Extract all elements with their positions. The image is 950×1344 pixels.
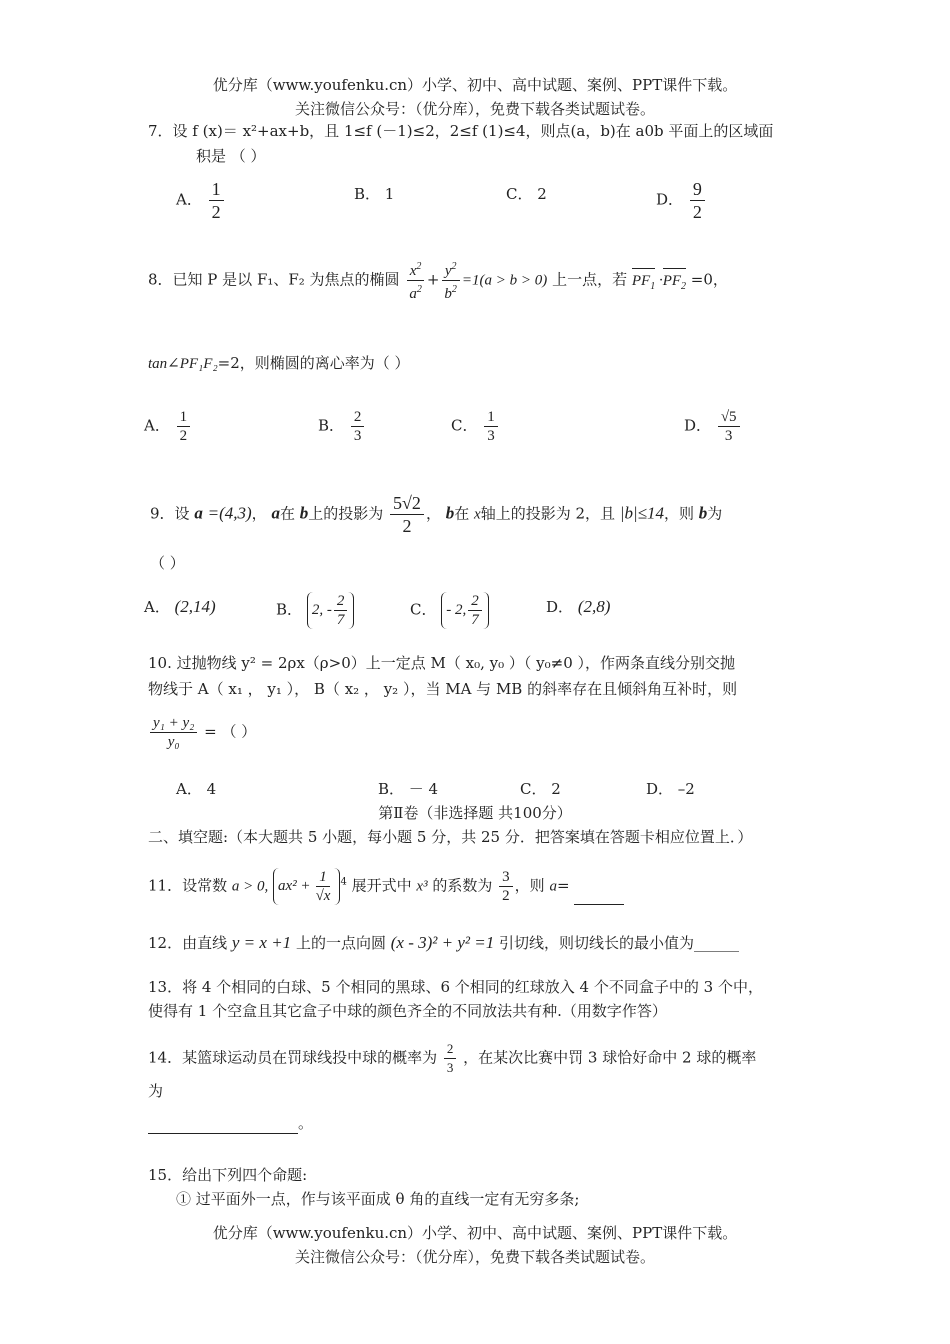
q9-option-a bbox=[144, 596, 216, 618]
part2-title: 第Ⅱ卷（非选择题 共100分） bbox=[378, 804, 572, 822]
q8-option-d bbox=[684, 408, 742, 445]
q11-term: ax² + bbox=[278, 877, 311, 894]
q9-c-frac-num: 2 bbox=[468, 592, 482, 611]
q8-option-a-label: A． bbox=[144, 416, 170, 435]
q11-t9: 的系数为 bbox=[432, 876, 493, 895]
q9-option-c-value: - 2, bbox=[446, 601, 467, 618]
q8-mid: 上一点，若 bbox=[552, 270, 628, 289]
q10-fraction bbox=[150, 714, 197, 751]
q14-t2: ，在某次比赛中罚 3 球恰好命中 2 球的概率 bbox=[463, 1048, 757, 1067]
q10-option-a: A． 4 bbox=[176, 780, 217, 798]
q9-line-2: （ ） bbox=[150, 554, 185, 572]
q8-option-b bbox=[318, 408, 366, 445]
q9-vector-b: b bbox=[299, 503, 309, 523]
q11-binomial bbox=[273, 868, 340, 905]
q12-t1: 12．由直线 bbox=[148, 934, 228, 952]
q10-line-2: 物线于 A（ x₁ ， y₁ ）， B（ x₂ ， y₂ ），当 MA 与 MB 的斜率存在且倾斜角互补时，则 bbox=[148, 680, 738, 698]
q11-coef-num: 3 bbox=[499, 868, 513, 887]
q9-t8: 轴上的投影为 2，且 bbox=[480, 504, 616, 523]
q8-vector-pf2: $PF_2$ bbox=[663, 270, 686, 298]
q11-coef-den: 2 bbox=[502, 888, 510, 904]
q9-proj-den: 2 bbox=[402, 516, 412, 536]
q13-line-1: 13．将 4 个相同的白球、5 个相同的黑球、6 个相同的红球放入 4 个不同盒子中的 3 个中， bbox=[148, 978, 763, 996]
q11-line bbox=[148, 868, 624, 905]
q8-tan-expr: tan∠PF₁F₂ bbox=[148, 356, 218, 372]
q12-line bbox=[148, 932, 739, 954]
q11-exponent: 4 bbox=[340, 876, 347, 888]
q11-t7: 展开式中 bbox=[351, 876, 412, 895]
q9-vector-b-3: b bbox=[698, 503, 708, 523]
q8-option-c-fraction bbox=[484, 408, 498, 445]
q11-condition: a > 0, bbox=[231, 878, 269, 895]
q8-line-1: 8．已知 P 是以 F₁、F₂ 为焦点的椭圆 $\frac{x^2}{a^2}$ + $\frac{y^2}{b^2}$ =1(a > b > 0) 上一点，若 $PF_1 \cdot PF_2 =0$， bbox=[148, 258, 728, 303]
q9-option-d bbox=[546, 596, 610, 618]
q8-vector-pf1: $PF_1$ bbox=[632, 270, 655, 298]
q9-option-c-fraction bbox=[468, 592, 482, 629]
q15-line-1: 15．给出下列四个命题: bbox=[148, 1166, 308, 1184]
q8-y-fraction bbox=[441, 258, 460, 303]
q11-answer-blank[interactable] bbox=[574, 904, 624, 905]
q8-option-a bbox=[144, 408, 192, 445]
q9-option-b-fraction bbox=[334, 592, 348, 629]
q10-fraction-line bbox=[148, 714, 256, 751]
q10-option-c: C． 2 bbox=[520, 780, 561, 798]
q11-frac-den: √x bbox=[315, 888, 331, 904]
q12-circle-eq: (x - 3)² + y² =1 bbox=[390, 933, 495, 952]
q8-prefix: 8．已知 P 是以 F₁、F₂ 为焦点的椭圆 bbox=[148, 270, 400, 289]
q8-option-c bbox=[451, 408, 500, 445]
q12-line-eq: y = x +1 bbox=[231, 933, 292, 952]
q8-b-den: 3 bbox=[353, 428, 362, 444]
q8-y-num: $y^2$ bbox=[442, 258, 460, 281]
q14-answer-blank[interactable] bbox=[148, 1133, 298, 1134]
q9-option-b bbox=[276, 592, 354, 629]
q11-t1: 11．设常数 bbox=[148, 876, 228, 895]
q9-t4: 上的投影为 bbox=[308, 504, 384, 523]
q9-t1: 9．设 bbox=[150, 504, 190, 523]
q9-a-eq: =(4,3) bbox=[207, 503, 252, 523]
q9-t11: 为 bbox=[707, 504, 723, 523]
q8-x-num: $x^2$ bbox=[407, 258, 425, 281]
q9-b-frac-num: 2 bbox=[334, 592, 348, 611]
q9-t6: 在 bbox=[454, 504, 470, 523]
q8-d-num: √5 bbox=[718, 408, 740, 427]
q8-option-b-fraction bbox=[351, 408, 365, 445]
q7-option-c: C． 2 bbox=[506, 185, 547, 203]
q8-a-den: 2 bbox=[179, 428, 188, 444]
q9-b-norm: |b|≤14 bbox=[619, 503, 664, 523]
q9-vector-b-2: b bbox=[445, 503, 455, 523]
q7-d-num: 9 bbox=[690, 178, 705, 201]
q7-option-d bbox=[656, 178, 707, 223]
q10-frac-den: y₀ bbox=[167, 734, 180, 750]
q9-option-b-paren bbox=[307, 592, 355, 629]
q14-den: 3 bbox=[446, 1060, 454, 1075]
q14-num: 2 bbox=[444, 1040, 457, 1059]
q7-d-den: 2 bbox=[692, 202, 702, 222]
q7-option-a-label: A． bbox=[176, 190, 202, 209]
q8-a-num: 1 bbox=[177, 408, 191, 427]
q11-coef-fraction bbox=[499, 868, 513, 905]
q11-frac-num: 1 bbox=[316, 868, 330, 887]
q15-line-2: ① 过平面外一点，作与该平面成 θ 角的直线一定有无穷多条; bbox=[176, 1190, 580, 1208]
q7-a-num: 1 bbox=[209, 178, 224, 201]
q11-x-cubed: x³ bbox=[416, 878, 428, 895]
q7-option-d-label: D． bbox=[656, 190, 684, 209]
section-fill-in: 二、填空题:（本大题共 5 小题，每小题 5 分，共 25 分．把答案填在答题卡相应位置上．） bbox=[148, 828, 753, 846]
q14-fraction bbox=[444, 1040, 457, 1077]
q8-y-den: $b^2$ bbox=[444, 284, 457, 302]
q8-b-num: 2 bbox=[351, 408, 365, 427]
q9-option-a-label: A． bbox=[144, 598, 170, 616]
q9-t10: ，则 bbox=[663, 504, 694, 523]
header-line-2: 关注微信公众号：（优分库），免费下载各类试题试卷。 bbox=[294, 100, 655, 118]
q10-option-d: D． –2 bbox=[646, 780, 695, 798]
q12-t5: 引切线，则切线长的最小值为______ bbox=[499, 934, 740, 952]
header-line-1: 优分库（www.youfenku.cn）小学、初中、高中试题、案例、PPT课件下载。 bbox=[212, 76, 738, 94]
q9-projection-fraction bbox=[390, 492, 424, 537]
q9-option-a-value: (2,14) bbox=[174, 597, 216, 616]
q8-c-den: 3 bbox=[487, 428, 495, 444]
q9-proj-num: 5√2 bbox=[390, 492, 424, 515]
q14-period: 。 bbox=[298, 1114, 314, 1132]
q8-option-c-label: C． bbox=[451, 416, 478, 435]
q8-x-den: $a^2$ bbox=[409, 284, 422, 302]
q8-c-num: 1 bbox=[484, 408, 498, 427]
q14-t1: 14．某篮球运动员在罚球线投中球的概率为 bbox=[148, 1048, 438, 1067]
q9-option-d-label: D． bbox=[546, 598, 574, 616]
q9-vector-a: a bbox=[194, 503, 203, 523]
q11-fraction bbox=[313, 868, 334, 905]
q9-b-frac-den: 7 bbox=[336, 612, 345, 628]
q9-option-b-value: 2, - bbox=[311, 601, 332, 618]
q8-option-d-label: D． bbox=[684, 416, 712, 435]
q10-frac-num: y₁ + y₂ bbox=[150, 714, 197, 733]
footer-line-2: 关注微信公众号：（优分库），免费下载各类试题试卷。 bbox=[294, 1248, 655, 1266]
q9-t5: ， bbox=[425, 504, 441, 523]
q9-option-c-paren bbox=[441, 592, 489, 629]
q9-c-frac-den: 7 bbox=[471, 612, 479, 628]
q7-option-b: B． 1 bbox=[354, 185, 395, 203]
q10-tail: = （ ） bbox=[204, 722, 257, 741]
q9-t3: 在 bbox=[279, 504, 295, 523]
q7-a-den: 2 bbox=[211, 202, 221, 222]
q7-option-d-fraction bbox=[690, 178, 705, 223]
q11-t12: ，则 bbox=[514, 876, 545, 895]
q8-d-den: 3 bbox=[724, 428, 733, 444]
q9-option-b-label: B． bbox=[276, 600, 303, 619]
q10-option-b: B． － 4 bbox=[378, 780, 439, 798]
q8-line-2-text: =2，则椭圆的离心率为（ ） bbox=[217, 354, 410, 372]
q7-option-a bbox=[176, 178, 226, 223]
q11-a: a bbox=[549, 878, 557, 895]
q8-ellipse-eq: =1(a > b > 0) bbox=[461, 272, 548, 289]
q8-suffix: =0， bbox=[690, 270, 728, 289]
q8-option-a-fraction bbox=[177, 408, 191, 445]
q10-line-1: 10. 过抛物线 y² = 2ρx（ρ>0）上一定点 M（ x₀, y₀ ）（ y₀≠0 ），作两条直线分别交抛 bbox=[148, 654, 736, 672]
q7-line-1: 7．设 f (x)＝ x²+ax+b，且 1≤f (－1)≤2，2≤f (1)≤4，则点(a，b)在 a0b 平面上的区域面 bbox=[148, 122, 774, 140]
q7-option-a-fraction bbox=[209, 178, 224, 223]
q9-option-c bbox=[410, 592, 489, 629]
q9-line-1 bbox=[150, 492, 722, 537]
footer-line-1: 优分库（www.youfenku.cn）小学、初中、高中试题、案例、PPT课件下载。 bbox=[212, 1224, 738, 1242]
q8-option-d-fraction bbox=[718, 408, 740, 445]
q8-x-fraction bbox=[406, 258, 425, 303]
q11-eq: = bbox=[556, 876, 570, 895]
q9-option-c-label: C． bbox=[410, 600, 437, 619]
q8-option-b-label: B． bbox=[318, 416, 345, 435]
q7-line-2: 积是 （ ） bbox=[196, 147, 266, 165]
q14-answer-line bbox=[148, 1112, 313, 1134]
q13-line-2: 使得有 1 个空盒且其它盒子中球的颜色齐全的不同放法共有种.（用数字作答） bbox=[148, 1002, 667, 1020]
q9-vector-a-2: a bbox=[271, 503, 280, 523]
q9-x-axis: x bbox=[474, 506, 481, 523]
q9-t2: ， bbox=[251, 504, 267, 523]
q14-line-2: 为 bbox=[148, 1082, 164, 1100]
q12-t3: 上的一点向圆 bbox=[295, 934, 386, 952]
q8-line-2 bbox=[148, 352, 410, 375]
q9-option-d-value: (2,8) bbox=[577, 597, 611, 616]
q14-line-1 bbox=[148, 1040, 756, 1077]
